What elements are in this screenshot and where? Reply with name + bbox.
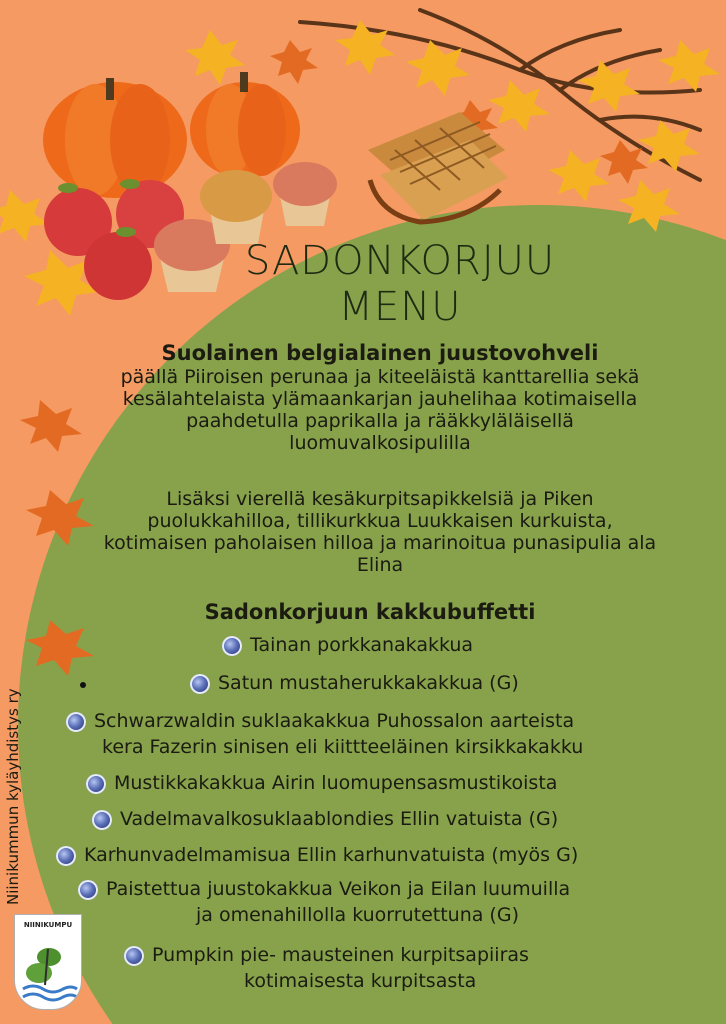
blueberry-bullet-icon xyxy=(86,774,106,794)
bullet-dot xyxy=(80,682,86,688)
buffet-item: Karhunvadelmamisua Ellin karhunvatuista (myös G) xyxy=(56,842,578,868)
title-line-2: MENU xyxy=(338,284,462,330)
main-dish xyxy=(70,340,690,454)
buffet-item: Paistettua juustokakkua Veikon ja Eilan luumuilla ja omenahillolla kuorrutettuna (G) xyxy=(78,876,570,928)
sides-line: kotimaisen paholaisen hilloa ja marinoitua punasipulia ala xyxy=(103,532,657,554)
blueberry-bullet-icon xyxy=(78,880,98,900)
buffet-item: Vadelmavalkosuklaablondies Ellin vatuista (G) xyxy=(92,806,558,832)
main-dish-description-line: paahdetulla paprikalla ja rääkkyläläisellä xyxy=(186,410,574,432)
organizer-name: Niinikummun kyläyhdistys ry xyxy=(4,688,22,905)
main-dish-name: Suolainen belgialainen juustovohveli xyxy=(161,341,599,365)
sides-line: puolukkahilloa, tillikurkkua Luukkaisen kurkuista, xyxy=(147,510,613,532)
title-line-1: SADONKORJUU xyxy=(244,238,556,284)
buffet-item: Schwarzwaldin suklaakakkua Puhossalon aarteista kera Fazerin sinisen eli kiittteeläinen kirsikkakakku xyxy=(66,708,583,760)
blueberry-bullet-icon xyxy=(66,712,86,732)
main-dish-description-line: päällä Piiroisen perunaa ja kiteeläistä kanttarellia sekä xyxy=(120,366,640,388)
buffet-item: Tainan porkkanakakkua xyxy=(222,632,473,658)
blueberry-bullet-icon xyxy=(222,636,242,656)
sides-line: Elina xyxy=(356,554,404,576)
village-logo xyxy=(14,914,82,1010)
blueberry-bullet-icon xyxy=(56,846,76,866)
blueberry-bullet-icon xyxy=(92,810,112,830)
main-dish-description-line: luomuvalkosipulilla xyxy=(289,432,471,454)
main-dish-sides xyxy=(70,488,690,576)
buffet-item: Mustikkakakkua Airin luomupensasmustikoista xyxy=(86,770,557,796)
buffet-item: Pumpkin pie- mausteinen kurpitsapiiras kotimaisesta kurpitsasta xyxy=(124,942,529,994)
main-dish-description-line: kesälahtelaista ylämaankarjan jauhelihaa kotimaisella xyxy=(122,388,638,410)
blueberry-bullet-icon xyxy=(190,674,210,694)
sides-line: Lisäksi vierellä kesäkurpitsapikkelsiä ja Piken xyxy=(166,488,594,510)
logo-text: NIINIKUMPU xyxy=(23,921,73,929)
buffet-item: Satun mustaherukkakakkua (G) xyxy=(190,670,519,696)
birch-leaf-icon xyxy=(15,929,81,1009)
buffet-title: Sadonkorjuun kakkubuffetti xyxy=(204,600,536,624)
blueberry-bullet-icon xyxy=(124,946,144,966)
menu-title xyxy=(200,238,600,330)
